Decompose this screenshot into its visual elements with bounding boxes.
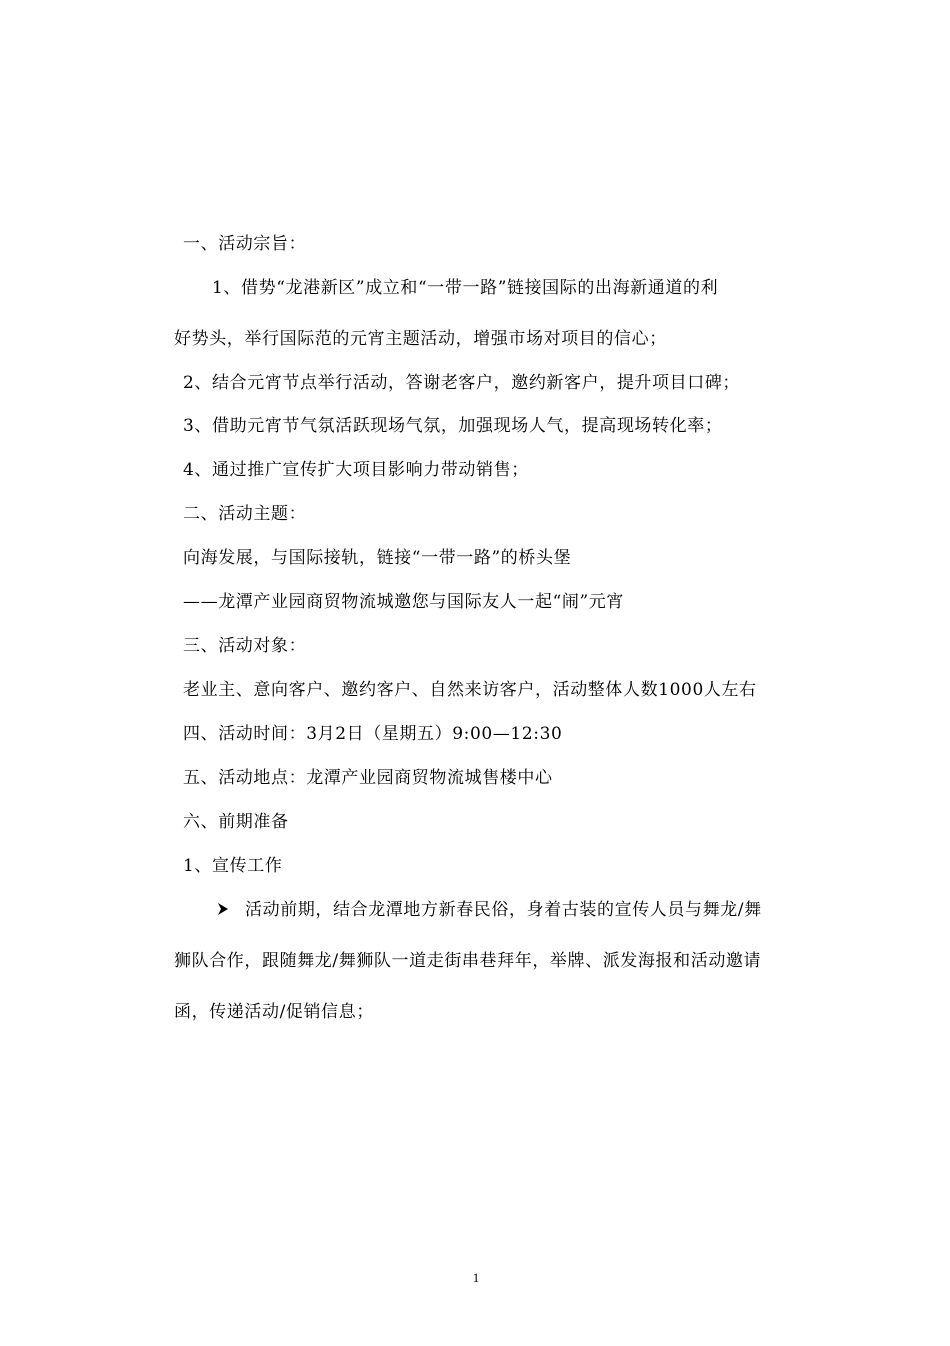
bullet-item-line-3: 函，传递活动/促销信息； (174, 1002, 374, 1022)
purpose-item-1-line-1: 1、借势“龙港新区”成立和“一带一路”链接国际的出海新通道的利 (212, 278, 719, 298)
purpose-item-2: 2、结合元宵节点举行活动，答谢老客户，邀约新客户，提升项目口碑； (183, 373, 741, 393)
bullet-item-line-1 (217, 898, 762, 922)
audience-text: 老业主、意向客户、邀约客户、自然来访客户，活动整体人数1000人左右 (183, 680, 757, 700)
section-heading-time: 四、活动时间：3月2日（星期五）9:00—12:30 (183, 724, 563, 744)
purpose-item-3: 3、借助元宵节气氛活跃现场气氛，加强现场人气，提高现场转化率； (183, 416, 723, 436)
purpose-item-4: 4、通过推广宣传扩大项目影响力带动销售； (183, 460, 529, 480)
theme-line-2: ——龙潭产业园商贸物流城邀您与国际友人一起“闹”元宵 (183, 592, 624, 612)
theme-line-1: 向海发展，与国际接轨，链接“一带一路”的桥头堡 (183, 548, 572, 568)
bullet-item-line-2: 狮队合作，跟随舞龙/舞狮队一道走街串巷拜年，举牌、派发海报和活动邀请 (174, 951, 762, 971)
arrow-bullet-icon (217, 899, 229, 913)
purpose-item-1-line-2: 好势头，举行国际范的元宵主题活动，增强市场对项目的信心； (174, 329, 667, 349)
bullet-text-line-1: 活动前期，结合龙潭地方新春民俗，身着古装的宣传人员与舞龙/舞 (245, 900, 762, 920)
page-number: 1 (472, 1270, 480, 1285)
preparation-subheading-publicity: 1、宣传工作 (183, 856, 283, 876)
section-heading-audience: 三、活动对象： (183, 636, 307, 656)
section-heading-theme: 二、活动主题： (183, 504, 307, 524)
section-heading-preparation: 六、前期准备 (183, 812, 289, 832)
section-heading-location: 五、活动地点：龙潭产业园商贸物流城售楼中心 (183, 768, 553, 788)
section-heading-purpose: 一、活动宗旨： (183, 234, 307, 254)
